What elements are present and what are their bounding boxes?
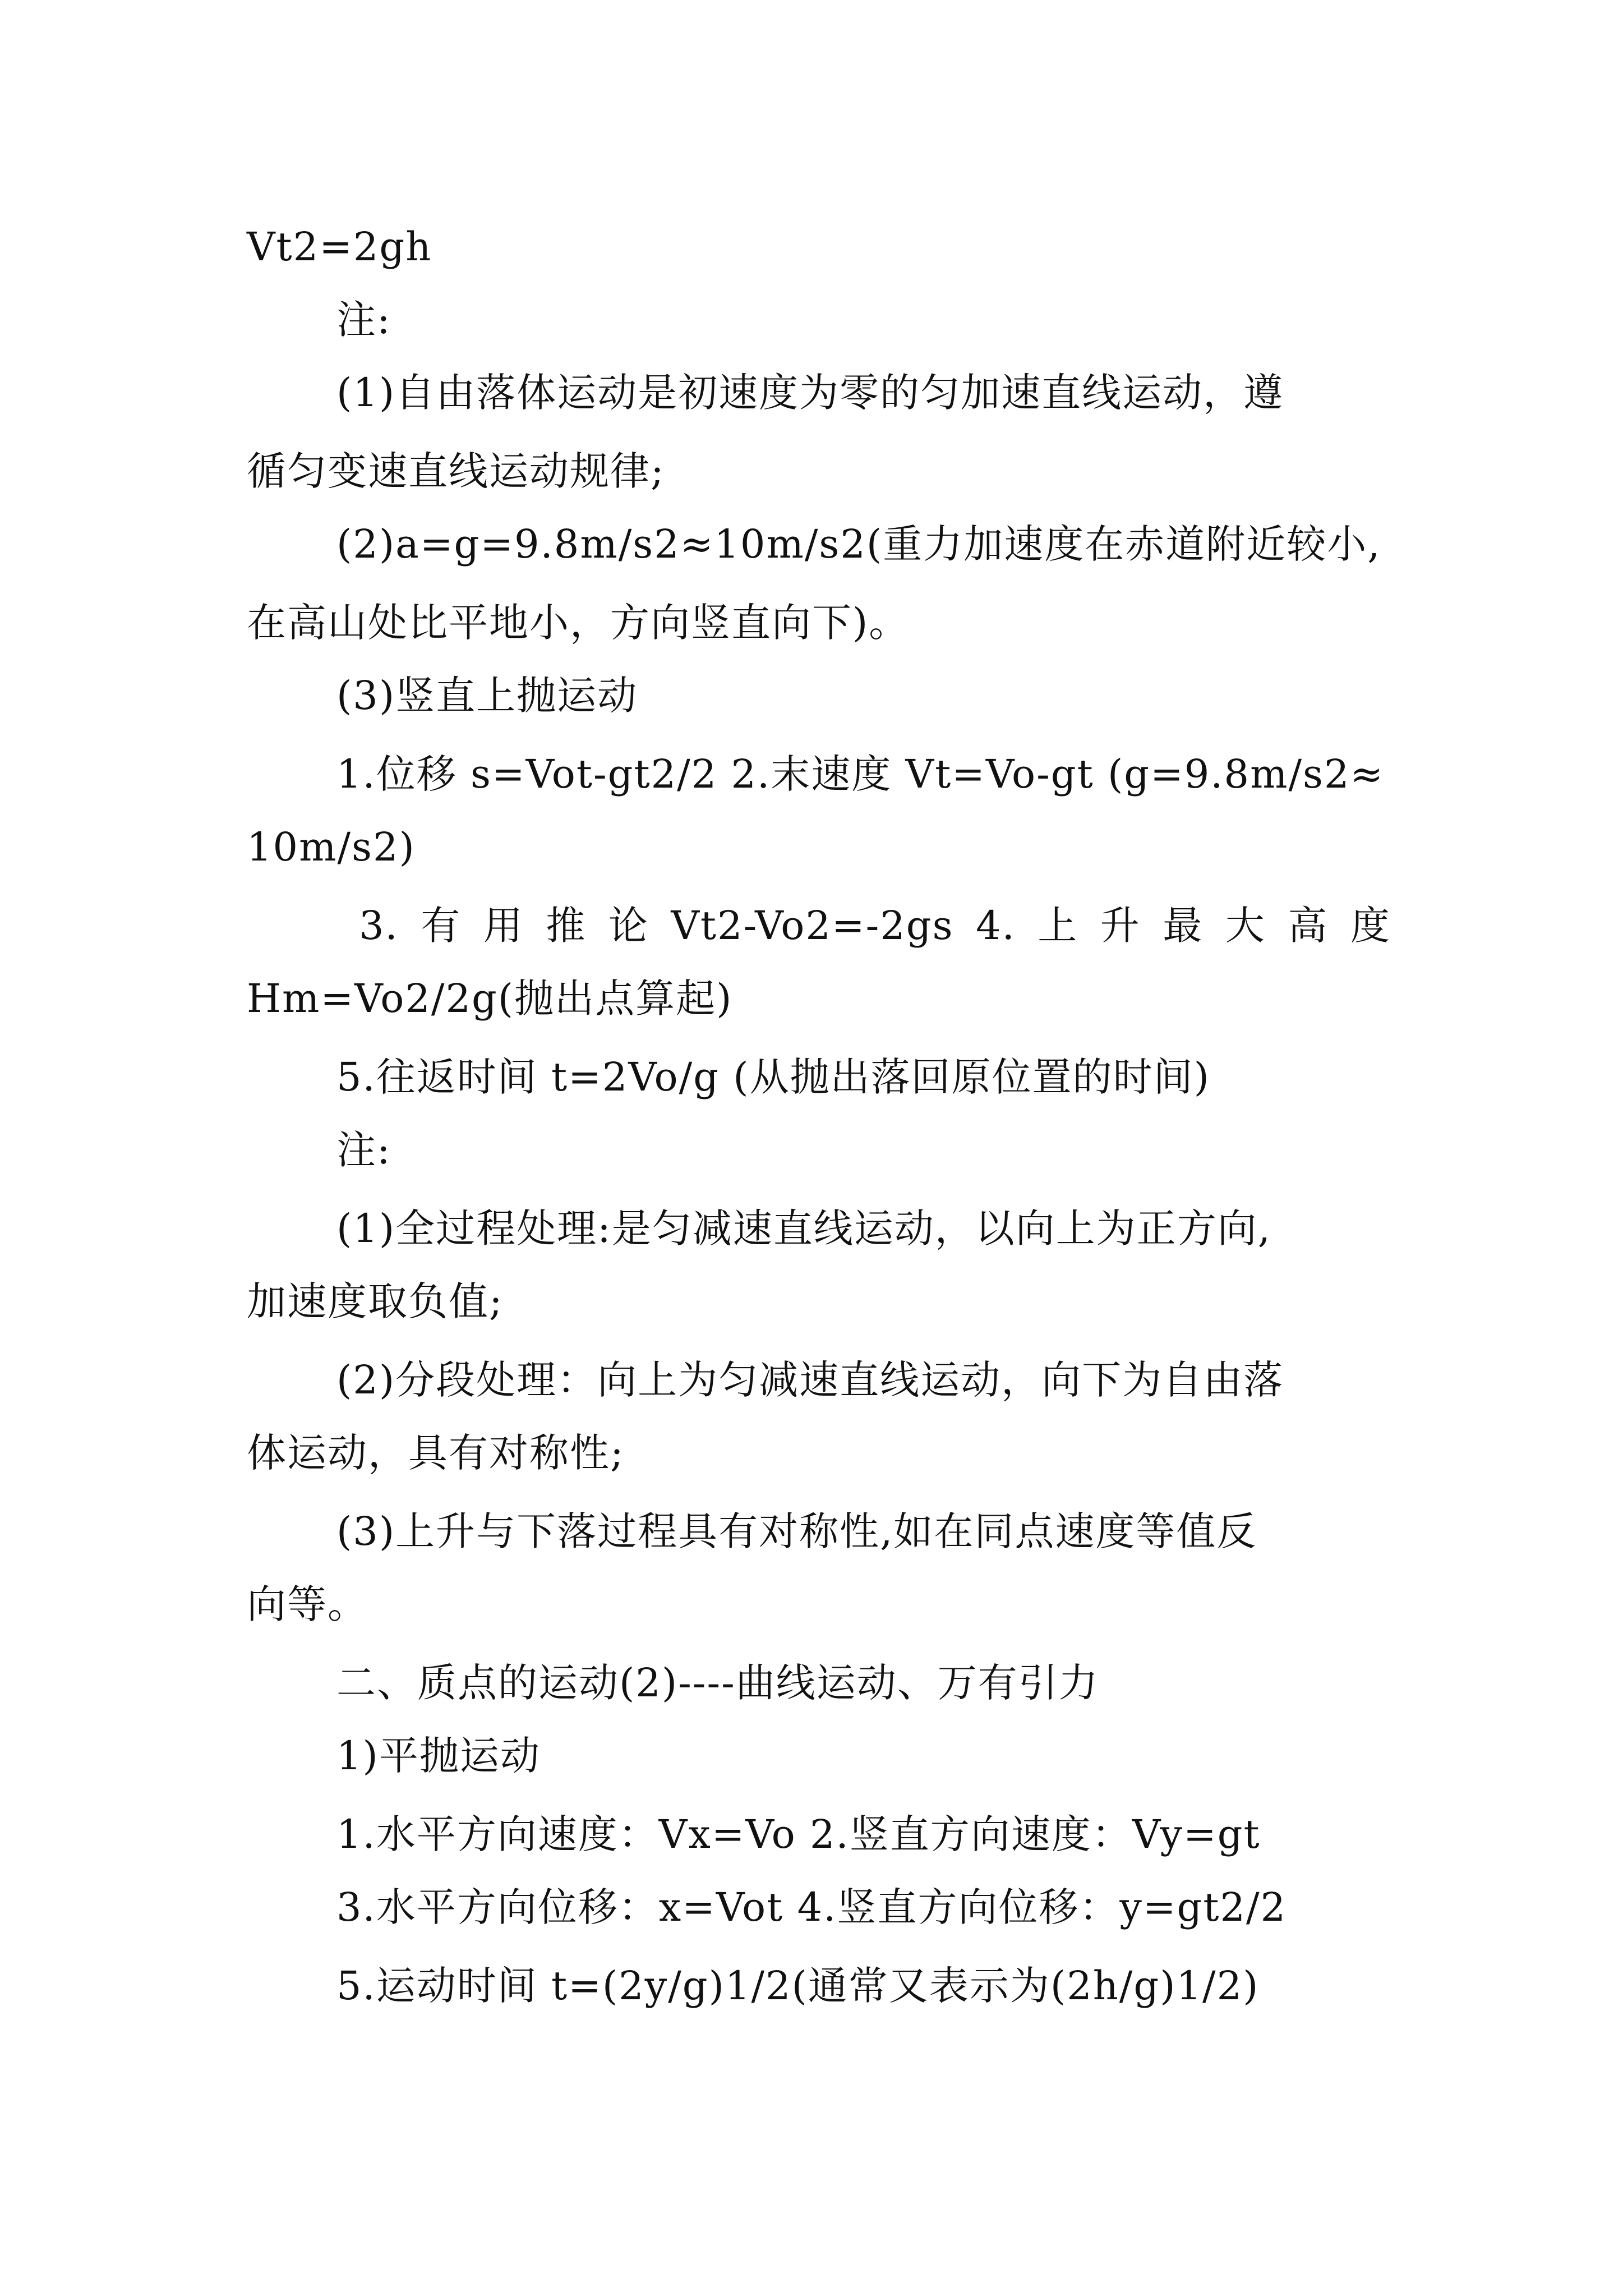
justified-token: 最 <box>1163 903 1204 949</box>
justified-token: 高 <box>1288 903 1329 949</box>
paragraph-line: 加速度取负值; <box>247 1278 504 1324</box>
paragraph-line: (1)自由落体运动是初速度为零的匀加速直线运动，遵 <box>336 370 1284 416</box>
note-heading: 注: <box>336 297 391 343</box>
justified-token: 论 <box>608 903 649 949</box>
paragraph-line: 10m/s2) <box>247 824 416 870</box>
paragraph-line: 向等。 <box>247 1581 368 1627</box>
justified-token: 升 <box>1100 903 1141 949</box>
paragraph-line: (1)全过程处理:是匀减速直线运动，以向上为正方向, <box>336 1205 1271 1251</box>
paragraph-line: 5.往返时间 t=2Vo/g (从抛出落回原位置的时间) <box>336 1054 1210 1100</box>
section-heading: (3)竖直上抛运动 <box>336 673 638 719</box>
paragraph-line: 1.位移 s=Vot-gt2/2 2.末速度 Vt=Vo-gt (g=9.8m/s2≈ <box>336 751 1385 797</box>
paragraph-line: 循匀变速直线运动规律; <box>247 448 665 494</box>
paragraph-line: 在高山处比平地小，方向竖直向下)。 <box>247 600 910 646</box>
paragraph-line: 1.水平方向速度：Vx=Vo 2.竖直方向速度：Vy=gt <box>336 1811 1261 1857</box>
justified-token: 大 <box>1225 903 1266 949</box>
subsection-heading: 1)平抛运动 <box>336 1733 541 1779</box>
section-heading: 二、质点的运动(2)----曲线运动、万有引力 <box>336 1660 1099 1706</box>
paragraph-line: 体运动，具有对称性; <box>247 1430 625 1476</box>
justified-token: 3. <box>359 903 399 949</box>
justified-token: 4. <box>976 903 1016 949</box>
paragraph-line: (2)a=g=9.8m/s2≈10m/s2(重力加速度在赤道附近较小, <box>336 521 1381 567</box>
paragraph-line: (3)上升与下落过程具有对称性,如在同点速度等值反 <box>336 1508 1257 1554</box>
justified-token: 上 <box>1038 903 1078 949</box>
justified-token: 用 <box>483 903 524 949</box>
justified-token: Vt2-Vo2=-2gs <box>671 903 954 949</box>
paragraph-line: (2)分段处理：向上为匀减速直线运动，向下为自由落 <box>336 1357 1284 1403</box>
justified-token: 度 <box>1350 903 1391 949</box>
note-heading: 注: <box>336 1127 391 1173</box>
paragraph-line: Hm=Vo2/2g(抛出点算起) <box>247 976 733 1022</box>
justified-token: 有 <box>421 903 462 949</box>
justified-token: 推 <box>546 903 587 949</box>
paragraph-line: 5.运动时间 t=(2y/g)1/2(通常又表示为(2h/g)1/2) <box>336 1963 1260 2009</box>
formula-line: Vt2=2gh <box>247 224 432 270</box>
paragraph-line: 3.水平方向位移：x=Vot 4.竖直方向位移：y=gt2/2 <box>336 1884 1287 1930</box>
justified-line <box>247 898 1391 954</box>
